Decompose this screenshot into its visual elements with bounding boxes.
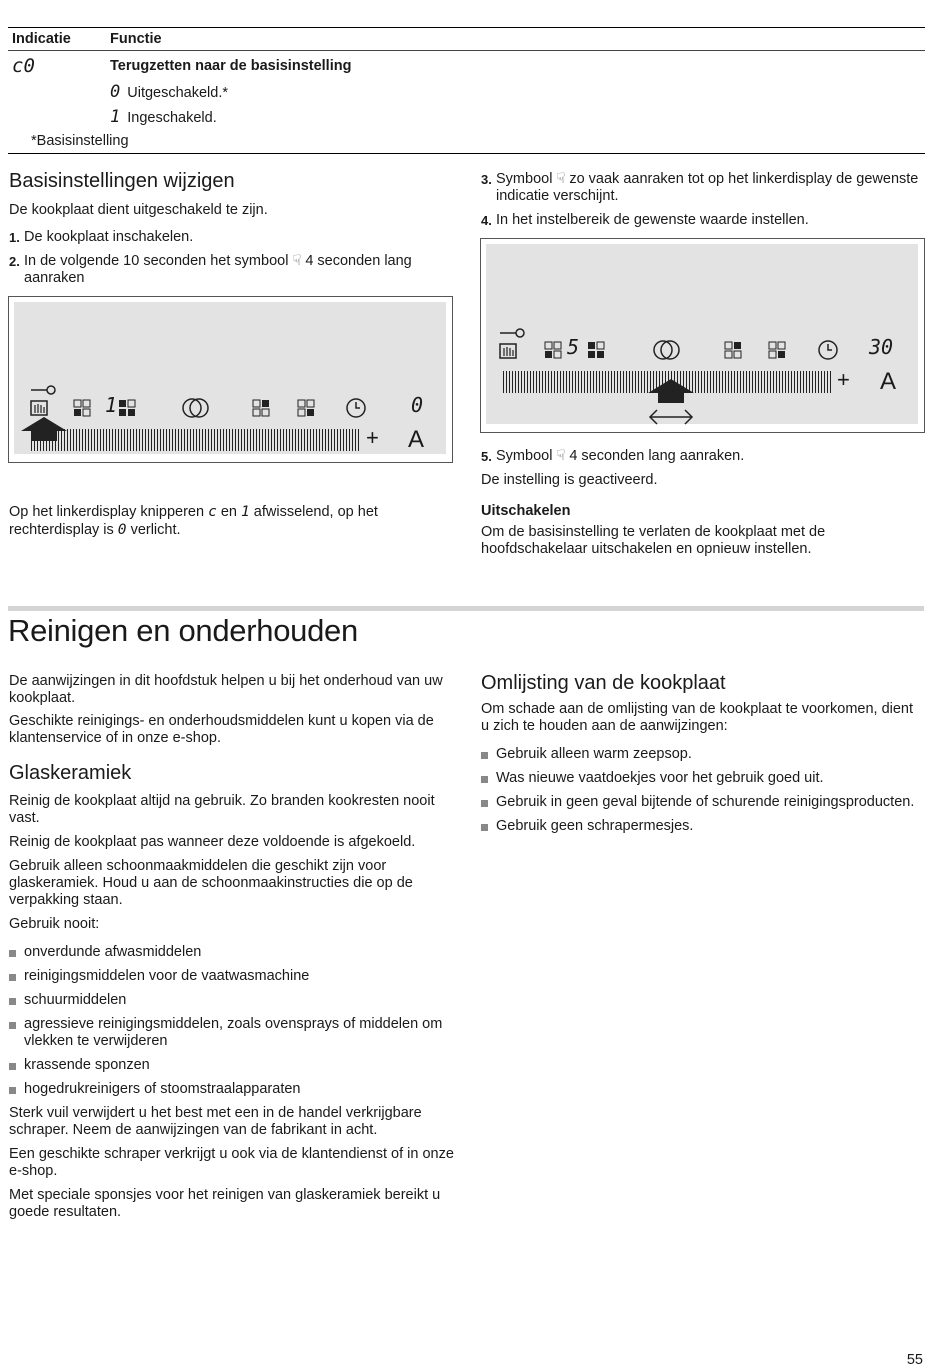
table-top-rule (8, 27, 925, 28)
cleaning-left-column (9, 673, 456, 1221)
blink-description (9, 503, 454, 539)
activated-text: De instelling is geactiveerd. (481, 472, 658, 488)
step-text (496, 448, 744, 465)
cleaning-intro-1: De aanwijzingen in dit hoofdstuk helpen u bij het onderhoud van uw kookplaat. (9, 673, 443, 706)
blink-glyph-0: 0 (117, 522, 127, 538)
step-number: 5. (481, 449, 492, 464)
zone-icon (118, 399, 136, 417)
slide-arrow-icon (646, 379, 696, 429)
never-use-list (9, 944, 456, 1098)
off-heading: Uitschakelen (481, 503, 571, 519)
control-panel-right (480, 238, 925, 433)
option-off-label: Uitgeschakeld.* (127, 85, 228, 101)
cleaning-right-column (481, 672, 923, 842)
glass-paragraph: Gebruik nooit: (9, 916, 100, 932)
list-item: Gebruik geen schrapermesjes. (481, 818, 923, 835)
step-text-a: Symbool (496, 448, 553, 464)
step-number: 1. (9, 230, 20, 245)
glass-heading: Glaskeramiek (9, 762, 132, 784)
cleaning-intro-2: Geschikte reinigings- en onderhoudsmiddelen kunt u kopen via de klantenservice of in onze e-shop. (9, 713, 434, 746)
plus-sign: + (366, 425, 379, 450)
table-footnote: *Basisinstelling (31, 133, 129, 149)
blink-text-a: Op het linkerdisplay knipperen (9, 504, 205, 520)
panel-right-left-digit: 5 (567, 335, 580, 359)
basis-right-column (481, 171, 921, 229)
step-1 (9, 229, 454, 246)
step-text-b: zo vaak aanraken tot op het linkerdisplay de gewenste indicatie verschijnt. (496, 171, 919, 204)
blink-text-en: en (220, 504, 237, 520)
list-item: hogedrukreinigers of stoomstraalapparaten (9, 1081, 456, 1098)
panel-left-digit: 1 (105, 393, 118, 417)
step-text: In het instelbereik de gewenste waarde instellen. (496, 212, 809, 228)
panel-right-right-digit: 30 (869, 335, 894, 359)
plus-sign: + (837, 367, 850, 392)
glass-paragraph: Met speciale sponsjes voor het reinigen van glaskeramiek bereikt u goede resultaten. (9, 1187, 441, 1220)
basis-right-bottom (481, 448, 921, 558)
list-item: reinigingsmiddelen voor de vaatwasmachine (9, 968, 456, 985)
zone-icon (544, 341, 562, 359)
list-item: onverdunde afwasmiddelen (9, 944, 456, 961)
step-5 (481, 448, 921, 465)
glass-paragraph: Reinig de kookplaat altijd na gebruik. Zo branden kookresten nooit vast. (9, 793, 435, 826)
glass-paragraph: Een geschikte schraper verkrijgt u ook via de klantendienst of in onze e-shop. (9, 1146, 454, 1179)
step-text (24, 253, 454, 287)
key-lock-icon (29, 383, 63, 417)
basis-heading: Basisinstellingen wijzigen (9, 170, 235, 192)
indicator-code: c0 (12, 55, 35, 77)
hand-key-icon: ☟ (556, 448, 566, 464)
step-text-a: Symbool (496, 171, 553, 187)
auto-a-symbol: A (408, 426, 425, 453)
basis-intro: De kookplaat dient uitgeschakeld te zijn. (9, 202, 268, 218)
panel-left-right-digit: 0 (411, 393, 424, 417)
step-4 (481, 212, 921, 229)
zone-icon (768, 341, 786, 359)
step-3 (481, 171, 921, 205)
glass-paragraph: Gebruik alleen schoonmaakmiddelen die geschikt zijn voor glaskeramiek. Houd u aan de schoonmaakinstructies die op de verpakking staan. (9, 858, 413, 908)
zone-icon (587, 341, 605, 359)
col-header-indicatie: Indicatie (12, 31, 71, 47)
blink-glyph-1: 1 (241, 504, 250, 520)
list-item: Gebruik alleen warm zeepsop. (481, 746, 923, 763)
dual-zone-icon (181, 397, 211, 419)
step-number: 2. (9, 254, 20, 269)
step-text-b: 4 seconden lang aanraken (24, 253, 412, 286)
step-number: 3. (481, 172, 492, 187)
hand-key-icon: ☟ (292, 253, 302, 269)
hand-key-icon: ☟ (556, 171, 566, 187)
digit-1-glyph: 1 (110, 107, 121, 127)
dual-zone-icon (652, 339, 682, 361)
step-number: 4. (481, 213, 492, 228)
page-number: 55 (906, 1352, 923, 1368)
table-header-rule (8, 50, 925, 51)
zone-icon (724, 341, 742, 359)
zone-icon (73, 399, 91, 417)
option-on-label: Ingeschakeld. (127, 110, 217, 126)
panel-surface (486, 244, 918, 424)
step-text (496, 171, 921, 205)
blink-text-b: afwisselend, op het rechterdisplay is (9, 504, 378, 538)
power-slider[interactable] (31, 429, 361, 451)
auto-a-symbol: A (880, 368, 897, 395)
option-off (110, 82, 228, 102)
frame-list (481, 746, 923, 835)
glass-paragraph: Reinig de kookplaat pas wanneer deze voldoende is afgekoeld. (9, 834, 416, 850)
table-bottom-rule (8, 153, 925, 154)
step-text: De kookplaat inschakelen. (24, 229, 194, 245)
zone-icon (252, 399, 270, 417)
option-on (110, 107, 217, 127)
step-text-a: In de volgende 10 seconden het symbool (24, 253, 289, 269)
list-item: krassende sponzen (9, 1057, 456, 1074)
list-item: agressieve reinigingsmiddelen, zoals ovensprays of middelen om vlekken te verwijderen (9, 1016, 456, 1050)
list-item: schuurmiddelen (9, 992, 456, 1009)
list-item: Was nieuwe vaatdoekjes voor het gebruik goed uit. (481, 770, 923, 787)
frame-heading: Omlijsting van de kookplaat (481, 672, 726, 694)
list-item: Gebruik in geen geval bijtende of schurende reinigingsproducten. (481, 794, 923, 811)
function-title: Terugzetten naar de basisinstelling (110, 58, 352, 74)
glass-paragraph: Sterk vuil verwijdert u het best met een in de handel verkrijgbare schraper. Neem de aanwijzingen van de fabrikant in acht. (9, 1105, 422, 1138)
blink-text-end: verlicht. (130, 522, 181, 538)
basis-left-column (9, 170, 454, 287)
col-header-functie: Functie (110, 31, 162, 47)
step-text-b: 4 seconden lang aanraken. (569, 448, 745, 464)
timer-clock-icon (817, 339, 839, 361)
digit-0-glyph: 0 (110, 82, 121, 102)
frame-intro: Om schade aan de omlijsting van de kookplaat te voorkomen, dient u zich te houden aan de aanwijzingen: (481, 701, 914, 734)
blink-glyph-c: c (208, 504, 217, 520)
key-lock-icon (498, 326, 532, 360)
off-text: Om de basisinstelling te verlaten de kookplaat met de hoofdschakelaar uitschakelen en opnieuw instellen. (481, 524, 826, 557)
section-title: Reinigen en onderhouden (8, 613, 358, 648)
zone-icon (297, 399, 315, 417)
section-rule (8, 606, 924, 611)
timer-clock-icon (345, 397, 367, 419)
step-2 (9, 253, 454, 287)
control-panel-left (8, 296, 453, 463)
